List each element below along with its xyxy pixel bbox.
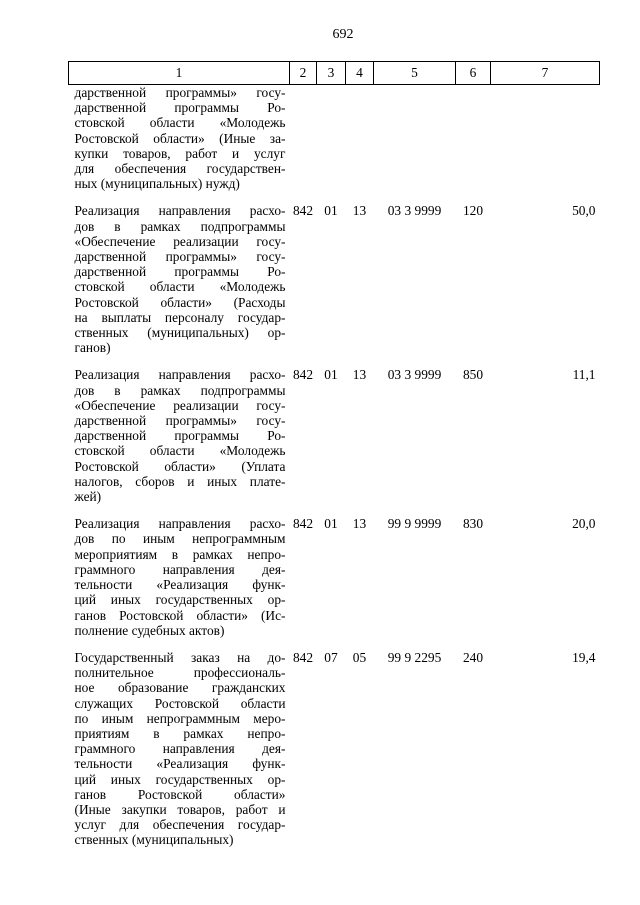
description-line: дов в рамках подпрограммы — [74, 382, 286, 398]
description-line: тельности «Реализация функ- — [74, 577, 286, 593]
row-description — [69, 516, 290, 650]
description-line: ственных (муниципальных) ор- — [74, 325, 286, 341]
header-col-7: 7 — [491, 62, 600, 85]
cell-target: 03 3 9999 — [387, 367, 442, 383]
description-line: граммного направления дея- — [74, 741, 286, 757]
cell-expense-type — [456, 85, 491, 204]
cell-expense-type: 830 — [462, 516, 484, 532]
cell-ministry: 842 — [292, 367, 314, 383]
description-line: (Иные закупки товаров, работ и — [74, 801, 286, 817]
description-line: дарственной программы» госу- — [74, 85, 286, 100]
cell-subsection: 13 — [352, 203, 367, 219]
cell-expense-type: 120 — [462, 203, 484, 219]
cell-section: 07 — [324, 649, 338, 665]
description-line: служащих Ростовской области — [74, 695, 286, 711]
description-line: «Обеспечение реализации госу- — [74, 397, 286, 413]
cell-ministry: 842 — [292, 203, 314, 219]
header-col-6: 6 — [456, 62, 491, 85]
cell-expense-type: 850 — [462, 367, 484, 383]
description-line: ганов) — [74, 340, 111, 356]
cell-section: 01 — [324, 203, 338, 219]
description-line: граммного направления дея- — [74, 561, 286, 577]
cell-amount: 19,4 — [572, 649, 596, 665]
description-line: Ростовской области» (Расходы — [74, 294, 286, 310]
table-row — [69, 516, 600, 650]
table-row — [69, 85, 600, 204]
header-col-5: 5 — [374, 62, 456, 85]
description-line: Государственный заказ на до- — [74, 649, 286, 665]
table-row — [69, 367, 600, 516]
header-col-2: 2 — [290, 62, 317, 85]
description-line: на выплаты персоналу государ- — [74, 309, 286, 325]
description-line: купки товаров, работ и услуг — [74, 145, 286, 161]
cell-amount: 20,0 — [572, 516, 596, 532]
cell-ministry: 842 — [292, 649, 314, 665]
description-line: тельности «Реализация функ- — [74, 756, 286, 772]
description-line: Ростовской области» (Иные за- — [74, 130, 286, 146]
row-description — [69, 85, 290, 204]
table-row — [69, 650, 600, 860]
page-number: 692 — [332, 27, 354, 42]
description-line: «Обеспечение реализации госу- — [74, 233, 286, 249]
cell-expense-type: 240 — [462, 649, 484, 665]
cell-target: 99 9 9999 — [387, 516, 442, 532]
description-line: Реализация направления расхо- — [74, 516, 286, 532]
description-line: дарственной программы Ро- — [74, 264, 286, 280]
cell-section — [317, 85, 346, 204]
header-col-1: 1 — [69, 62, 290, 85]
description-line: налогов, сборов и иных плате- — [74, 473, 286, 489]
cell-amount: 50,0 — [572, 203, 596, 219]
cell-amount — [491, 85, 600, 204]
description-line: по иным непрограммным меро- — [74, 710, 286, 726]
description-line: стовской области «Молодежь — [74, 279, 286, 295]
description-line: ганов Ростовской области» (Ис- — [74, 607, 286, 623]
header-row — [69, 62, 600, 85]
description-line: ственных (муниципальных) — [74, 832, 234, 848]
description-line: мероприятиям в рамках непро- — [74, 546, 286, 562]
cell-subsection — [346, 85, 374, 204]
description-line: Реализация направления расхо- — [74, 367, 286, 383]
description-line: Реализация направления расхо- — [74, 203, 286, 219]
description-line: полнительное профессиональ- — [74, 665, 286, 681]
description-line: дарственной программы Ро- — [74, 428, 286, 444]
cell-target: 03 3 9999 — [387, 203, 442, 219]
table-row — [69, 203, 600, 367]
description-line: ций иных государственных ор- — [74, 592, 286, 608]
row-description — [69, 650, 290, 860]
cell-subsection: 13 — [352, 367, 367, 383]
description-line: ганов Ростовской области» — [74, 786, 286, 802]
description-line: дов в рамках подпрограммы — [74, 218, 286, 234]
description-line: дов по иным непрограммным — [74, 531, 286, 547]
description-line: ное образование гражданских — [74, 680, 286, 696]
budget-table — [68, 61, 600, 860]
description-line: ций иных государственных ор- — [74, 771, 286, 787]
description-line: дарственной программы» госу- — [74, 413, 286, 429]
description-line: для обеспечения государствен- — [74, 161, 286, 177]
cell-section: 01 — [324, 516, 338, 532]
header-col-4: 4 — [346, 62, 374, 85]
description-line: ных (муниципальных) нужд) — [74, 176, 240, 192]
cell-subsection: 13 — [352, 516, 367, 532]
description-line: дарственной программы» госу- — [74, 249, 286, 265]
row-description — [69, 367, 290, 516]
cell-amount: 11,1 — [572, 367, 596, 383]
description-line: Ростовской области» (Уплата — [74, 458, 286, 474]
cell-target: 99 9 2295 — [387, 649, 442, 665]
cell-section: 01 — [324, 367, 338, 383]
description-line: услуг для обеспечения государ- — [74, 817, 286, 833]
description-line: приятиям в рамках непро- — [74, 725, 286, 741]
description-line: стовской области «Молодежь — [74, 115, 286, 131]
table-body — [69, 85, 600, 860]
description-line: дарственной программы Ро- — [74, 100, 286, 116]
description-line: жей) — [74, 489, 102, 505]
cell-ministry — [290, 85, 317, 204]
cell-subsection: 05 — [352, 649, 367, 665]
description-line: стовской области «Молодежь — [74, 443, 286, 459]
row-description — [69, 203, 290, 367]
cell-ministry: 842 — [292, 516, 314, 532]
table-header — [69, 62, 600, 85]
cell-target — [374, 85, 456, 204]
header-col-3: 3 — [317, 62, 346, 85]
description-line: полнение судебных актов) — [74, 622, 225, 638]
